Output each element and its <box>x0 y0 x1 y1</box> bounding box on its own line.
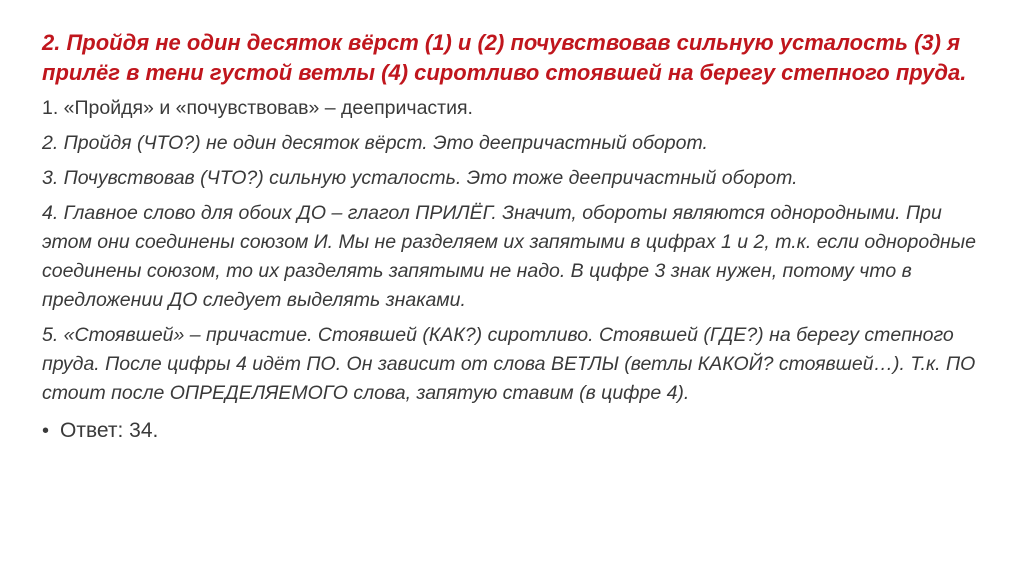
explanation-item-2: 2. Пройдя (ЧТО?) не один десяток вёрст. Это деепричастный оборот. <box>42 132 708 154</box>
bullet-icon: • <box>42 420 50 442</box>
explanation-item-1: 1. «Пройдя» и «почувствовав» – деепричастия. <box>42 97 473 119</box>
explanation-item-3: 3. Почувствовав (ЧТО?) сильную усталость. Это тоже деепричастный оборот. <box>42 167 798 189</box>
answer-text: Ответ: 34. <box>60 419 159 442</box>
answer-line <box>42 416 982 446</box>
explanation-item-5: 5. «Стоявшей» – причастие. Стоявшей (КАК?) сиротливо. Стоявшей (ГДЕ?) на берегу степного пруда. После цифры 4 идёт ПО. Он зависит от слова ВЕТЛЫ (ветлы КАКОЙ? стоявшей…). Т.к. ПО стоит после ОПРЕДЕЛЯЕМОГО слова, запятую ставим (в цифре 4). <box>42 324 976 404</box>
task-heading: 2. Пройдя не один десяток вёрст (1) и (2) почувствовав сильную усталость (3) я прилёг в тени густой ветлы (4) сиротливо стоявшей на берегу степного пруда. <box>42 30 967 85</box>
explanation-item-4: 4. Главное слово для обоих ДО – глагол ПРИЛЁГ. Значит, обороты являются однородными. При этом они соединены союзом И. Мы не разделяем их запятыми в цифрах 1 и 2, т.к. если однородные соединены союзом, то их разделять запятыми не надо. В цифре 3 знак нужен, потому что в предложении ДО следует выделять знаками. <box>42 202 976 311</box>
slide-content <box>42 28 982 446</box>
